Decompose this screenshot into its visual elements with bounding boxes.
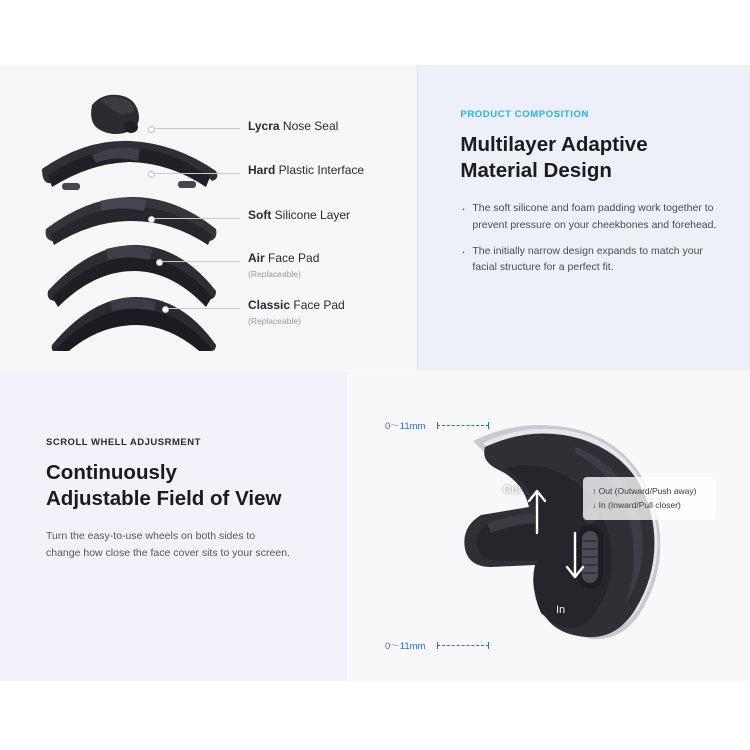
leader-line-5 (166, 308, 240, 309)
part-label-air-sub: (Replaceable) (248, 269, 301, 279)
part-label-classic-text: Classic Face Pad (248, 298, 345, 312)
scroll-title (46, 460, 307, 512)
scroll-wheel-pane (0, 371, 347, 681)
leader-dot-2 (148, 171, 155, 178)
part-label-classic (248, 296, 345, 326)
exploded-view-pane (0, 65, 418, 370)
face-cover-layers-graphic (30, 91, 230, 351)
composition-title (460, 132, 720, 184)
leader-line-3 (152, 218, 240, 219)
direction-tooltip (583, 477, 716, 520)
composition-pane (418, 65, 750, 370)
tooltip-line-out: ↑ Out (Outward/Push away) (592, 486, 697, 496)
part-label-soft-text: Soft Silicone Layer (248, 208, 351, 222)
composition-title-line2: Material Design (460, 159, 612, 183)
part-label-classic-sub: (Replaceable) (248, 316, 301, 326)
exploded-parts-illustration (30, 91, 230, 351)
wheel-illustration-pane (347, 371, 750, 681)
measure-top-value: 0〜11mm (385, 421, 426, 432)
scroll-title-line2: Adjustable Field of View (46, 487, 282, 511)
part-label-air (248, 249, 319, 279)
leader-line-4 (160, 261, 240, 262)
leader-line-2 (152, 173, 240, 174)
part-label-lycra-text: Lycra Nose Seal (248, 119, 339, 133)
composition-eyebrow: PRODUCT COMPOSITION (460, 109, 589, 120)
scroll-eyebrow: SCROLL WHELL ADJUSRMENT (46, 437, 201, 448)
part-label-soft (248, 206, 350, 224)
leader-dot-1 (148, 126, 155, 133)
top-panel (0, 65, 750, 370)
composition-bullet-1: · The soft silicone and foam padding work together to prevent pressure on your cheekbones and forehead. (460, 200, 720, 233)
out-label: Out (503, 484, 521, 496)
leader-line-1 (152, 128, 240, 129)
face-cover-side-view-graphic (425, 403, 725, 663)
part-label-lycra (248, 117, 338, 135)
bottom-panel (0, 371, 750, 681)
measure-bottom-value: 0〜11mm (385, 641, 426, 652)
leader-dot-3 (148, 216, 155, 223)
composition-bullet-list (460, 200, 720, 275)
composition-title-line1: Multilayer Adaptive (460, 133, 648, 156)
leader-dot-5 (162, 306, 169, 313)
composition-bullet-2: · The initially narrow design expands to match your facial structure for a perfect fit. (460, 243, 720, 276)
leader-dot-4 (156, 259, 163, 266)
scroll-title-line1: Continuously (46, 461, 177, 484)
part-label-air-text: Air Face Pad (248, 251, 320, 265)
in-label: In (556, 604, 566, 616)
scroll-body-text: Turn the easy-to-use wheels on both sides to change how close the face cover sits to your screen. (46, 530, 290, 560)
part-label-hard-text: Hard Plastic Interface (248, 163, 365, 177)
part-label-hard (248, 161, 364, 179)
tooltip-line-in: ↓ In (Inward/Pull closer) (592, 499, 681, 510)
